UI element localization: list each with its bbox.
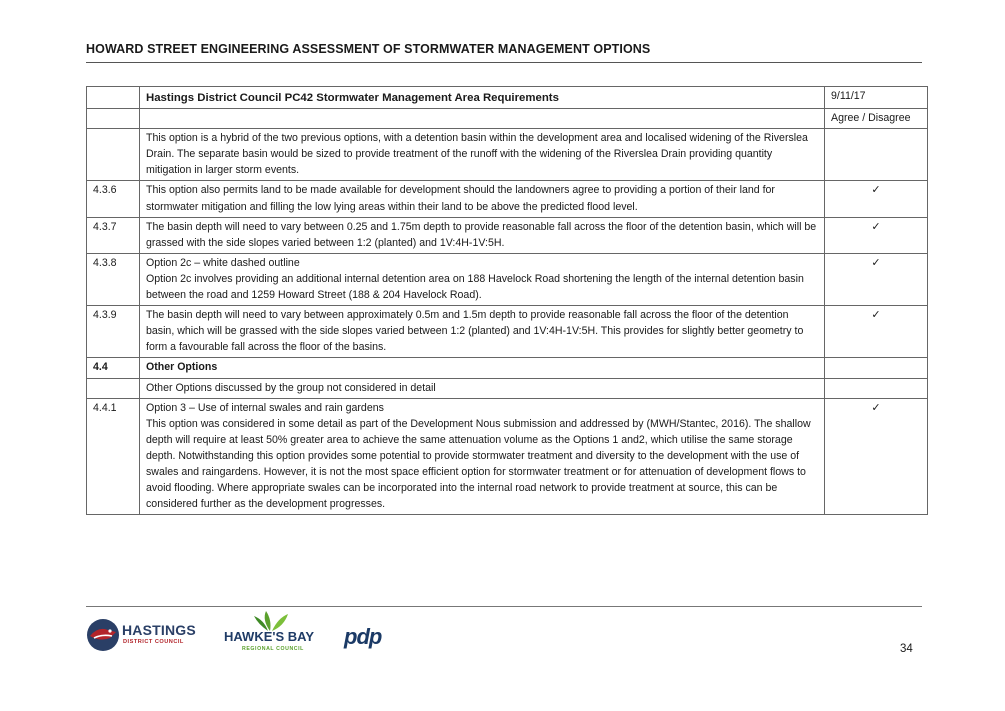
section-text (140, 129, 825, 181)
footer-divider (86, 606, 922, 607)
checkmark-icon: ✓ (825, 181, 928, 217)
section-text (140, 217, 825, 253)
hawkes-bay-logo-text: HAWKE'S BAY (224, 629, 315, 644)
table-title: Hastings District Council PC42 Stormwater Management Area Requirements (140, 87, 825, 109)
pdp-logo: pdp (344, 624, 382, 649)
hawkes-bay-logo (224, 610, 328, 656)
table-row (87, 181, 928, 217)
section-number: 4.4.1 (87, 398, 140, 515)
section-number: 4.3.8 (87, 253, 140, 305)
hawkes-bay-logo-subtext: REGIONAL COUNCIL (242, 646, 304, 652)
table-date: 9/11/17 (825, 87, 928, 109)
paragraph: This option was considered in some detail as part of the Development Nous submission and addressed by (MWH/Stantec, 2016). The shallow depth will require at least 50% greater area to achieve the same attenuation volume as the Options 1 and2, which utilise the same storage depth. Notwithstanding this option provides some potential to provide stormwater treatment and diversity to the development with the use of swales and raingardens. However, it is not the most space efficient option for stormwater treatment or for attenuation of development flows to avoid flooding. Where appropriate swales can be incorporated into the internal road network to provide treatment at source, this can be considered further as the development progresses. (146, 417, 811, 511)
agree-header-num-cell (87, 109, 140, 129)
hastings-emblem-icon (86, 618, 120, 652)
paragraph: Other Options (146, 361, 218, 374)
checkmark-icon: ✓ (825, 306, 928, 358)
paragraph: Option 2c – white dashed outline (146, 256, 300, 269)
section-text (140, 398, 825, 515)
paragraph: This option is a hybrid of the two previous options, with a detention basin within the development area and localised widening of the Riverslea Drain. The separate basin would be sized to provide treatment of the runoff with the widening of the Riverslea Drain providing quantity mitigation in larger storm events. (146, 132, 808, 177)
checkmark-icon: ✓ (825, 217, 928, 253)
agree-cell (825, 358, 928, 378)
paragraph: This option also permits land to be made available for development should the landowners agree to providing a portion of their land for stormwater mitigation and filling the low lying areas within their land to be above the predicted flood level. (146, 184, 775, 213)
title-num-cell (87, 87, 140, 109)
document-header: HOWARD STREET ENGINEERING ASSESSMENT OF STORMWATER MANAGEMENT OPTIONS (86, 42, 651, 56)
section-number: 4.4 (87, 358, 140, 378)
section-number: 4.3.7 (87, 217, 140, 253)
table-title-row (87, 87, 928, 109)
table-row (87, 398, 928, 515)
paragraph: The basin depth will need to vary between approximately 0.5m and 1.5m depth to provide reasonable fall across the floor of the detention basin, which will be grassed with the side slopes varied between 1:2 (planted) and 1V:4H-1V:5H. This provides for slightly better geometry to form a favourable fall across the floor of the basins. (146, 309, 804, 354)
checkmark-icon: ✓ (825, 398, 928, 515)
header-divider (86, 62, 922, 63)
paragraph: Other Options discussed by the group not considered in detail (146, 381, 436, 394)
agree-header-row (87, 109, 928, 129)
agree-cell (825, 378, 928, 398)
section-text (140, 253, 825, 305)
checkmark-icon: ✓ (825, 253, 928, 305)
table-row (87, 217, 928, 253)
hastings-logo-subtext: DISTRICT COUNCIL (123, 639, 184, 645)
table-row (87, 358, 928, 378)
agree-header-text-cell (140, 109, 825, 129)
hastings-logo-text: HASTINGS (122, 622, 196, 638)
section-number: 4.3.9 (87, 306, 140, 358)
section-text (140, 181, 825, 217)
footer-logos (86, 610, 406, 656)
section-text (140, 378, 825, 398)
section-number (87, 378, 140, 398)
table-row (87, 129, 928, 181)
section-number: 4.3.6 (87, 181, 140, 217)
table-row (87, 306, 928, 358)
page-number: 34 (900, 643, 913, 655)
section-text (140, 358, 825, 378)
paragraph: Option 3 – Use of internal swales and rain gardens (146, 401, 384, 414)
paragraph: The basin depth will need to vary between 0.25 and 1.75m depth to provide reasonable fall across the floor of the detention basin, which will be grassed with the side slopes varied between 1:2 (planted) and 1V:4H-1V:5H. (146, 220, 817, 249)
requirements-table (86, 86, 928, 515)
table-row (87, 378, 928, 398)
section-text (140, 306, 825, 358)
agree-cell (825, 129, 928, 181)
hastings-logo (86, 618, 208, 652)
agree-header: Agree / Disagree (825, 109, 928, 129)
paragraph: Option 2c involves providing an additional internal detention area on 188 Havelock Road shortening the length of the internal detention basin between the road and 1259 Howard Street (188 & 204 Havelock Road). (146, 272, 804, 302)
table-row (87, 253, 928, 305)
section-number (87, 129, 140, 181)
